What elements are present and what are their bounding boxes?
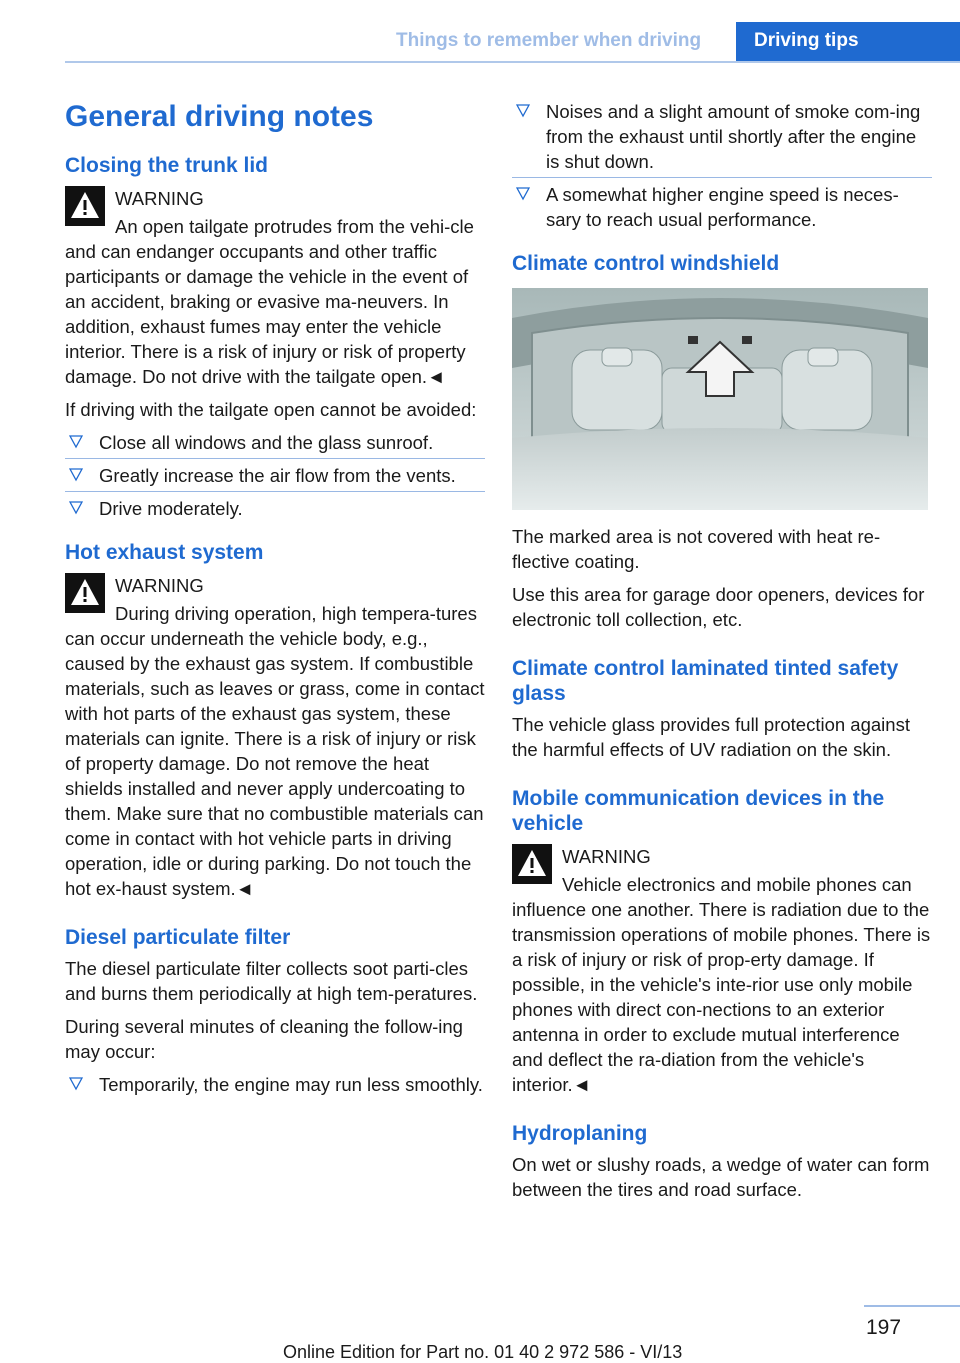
warning-mobile (512, 842, 932, 1097)
paragraph: If driving with the tailgate open cannot be avoided: (65, 398, 477, 420)
triangle-bullet-icon (516, 104, 530, 118)
triangle-bullet-icon (516, 187, 530, 201)
heading-diesel-particulate-filter: Diesel particulate filter (65, 925, 291, 949)
rear-window-illustration (512, 288, 928, 510)
paragraph: During several minutes of cleaning the follow-ing may occur: (65, 1015, 463, 1062)
heading-closing-trunk-lid: Closing the trunk lid (65, 153, 268, 177)
bullet-list (512, 99, 932, 235)
triangle-bullet-icon (69, 501, 83, 515)
warning-triangle-icon (512, 844, 552, 884)
warning-label: WARNING (115, 187, 204, 209)
warning-text: During driving operation, high tempera-tures can occur underneath the vehicle body, e.g., caused by the exhaust gas system. If combustible materials, such as leaves or grass, come in contact with hot parts of the exhaust gas system, these materials can ignite. There is a risk of injury or risk of property damage. Do not remove the heat shields installed and never apply undercoating to them. Make sure that no combustible materials can come in contact with hot vehicle parts in driving operation, idle or during parking. Do not touch the hot ex-haust system.◄ (65, 602, 485, 899)
paragraph: The diesel particulate filter collects soot parti-cles and burns them periodically at high tem-peratures. (65, 957, 478, 1004)
triangle-bullet-icon (69, 1077, 83, 1091)
list-item: Close all windows and the glass sunroof. (65, 430, 485, 459)
page-title: General driving notes (65, 100, 374, 133)
warning-text: An open tailgate protrudes from the vehi-cle and can endanger occupants and other traffic participants or damage the vehicle in the event of an accident, braking or evasive ma-neuvers. In addition, exhaust fumes may enter the vehicle interior. There is a risk of injury or risk of property damage. Do not drive with the tailgate open.◄ (65, 215, 474, 387)
bullet-list (65, 430, 485, 524)
warning-exhaust (65, 571, 485, 901)
list-item: A somewhat higher engine speed is neces-sary to reach usual performance. (512, 178, 932, 235)
triangle-bullet-icon (69, 435, 83, 449)
bullet-list (65, 1072, 485, 1100)
heading-climate-control-windshield: Climate control windshield (512, 252, 780, 275)
header-section-title: Things to remember when driving (396, 30, 702, 51)
heading-hot-exhaust-system: Hot exhaust system (65, 540, 264, 564)
left-column (65, 100, 485, 1116)
warning-label: WARNING (115, 574, 204, 596)
warning-text: Vehicle electronics and mobile phones can influence one another. There is radiation due to the transmission operations of mobile phones. There is a risk of injury or risk of prop-erty damage. If possible, in the vehicle's inte-rior use only mobile phones with direct con-nections to an exterior antenna in order to exclude mutual interference and deflect the ra-diation from the vehicle's interior.◄ (512, 874, 931, 1095)
paragraph: On wet or slushy roads, a wedge of water can form between the tires and road surface. (512, 1154, 930, 1200)
list-item: Temporarily, the engine may run less smoothly. (65, 1072, 485, 1100)
warning-trunk (65, 184, 485, 389)
paragraph: The marked area is not covered with heat re-flective coating. (512, 526, 881, 572)
heading-laminated-tinted-glass: Climate control laminated tinted safety glass (512, 657, 899, 705)
list-item: Greatly increase the air flow from the vents. (65, 459, 485, 492)
triangle-bullet-icon (69, 468, 83, 482)
paragraph: The vehicle glass provides full protection against the harmful effects of UV radiation on the skin. (512, 714, 910, 760)
heading-hydroplaning: Hydroplaning (512, 1122, 648, 1145)
edition-note: Online Edition for Part no. 01 40 2 972 586 - VI/13 (283, 1342, 683, 1362)
paragraph: Use this area for garage door openers, devices for electronic toll collection, etc. (512, 584, 925, 630)
warning-label: WARNING (562, 846, 651, 867)
header-rule (65, 61, 960, 63)
warning-triangle-icon (65, 186, 105, 226)
right-column (512, 99, 932, 1210)
heading-mobile-communication-devices: Mobile communication devices in the vehicle (512, 787, 885, 835)
warning-triangle-icon (65, 573, 105, 613)
page-number: 197 (866, 1316, 902, 1339)
header-chapter-tab: Driving tips (736, 22, 960, 63)
list-item: Noises and a slight amount of smoke com-ing from the exhaust until shortly after the engine is shut down. (512, 99, 932, 178)
list-item: Drive moderately. (65, 492, 485, 524)
footer-rule (864, 1305, 960, 1307)
